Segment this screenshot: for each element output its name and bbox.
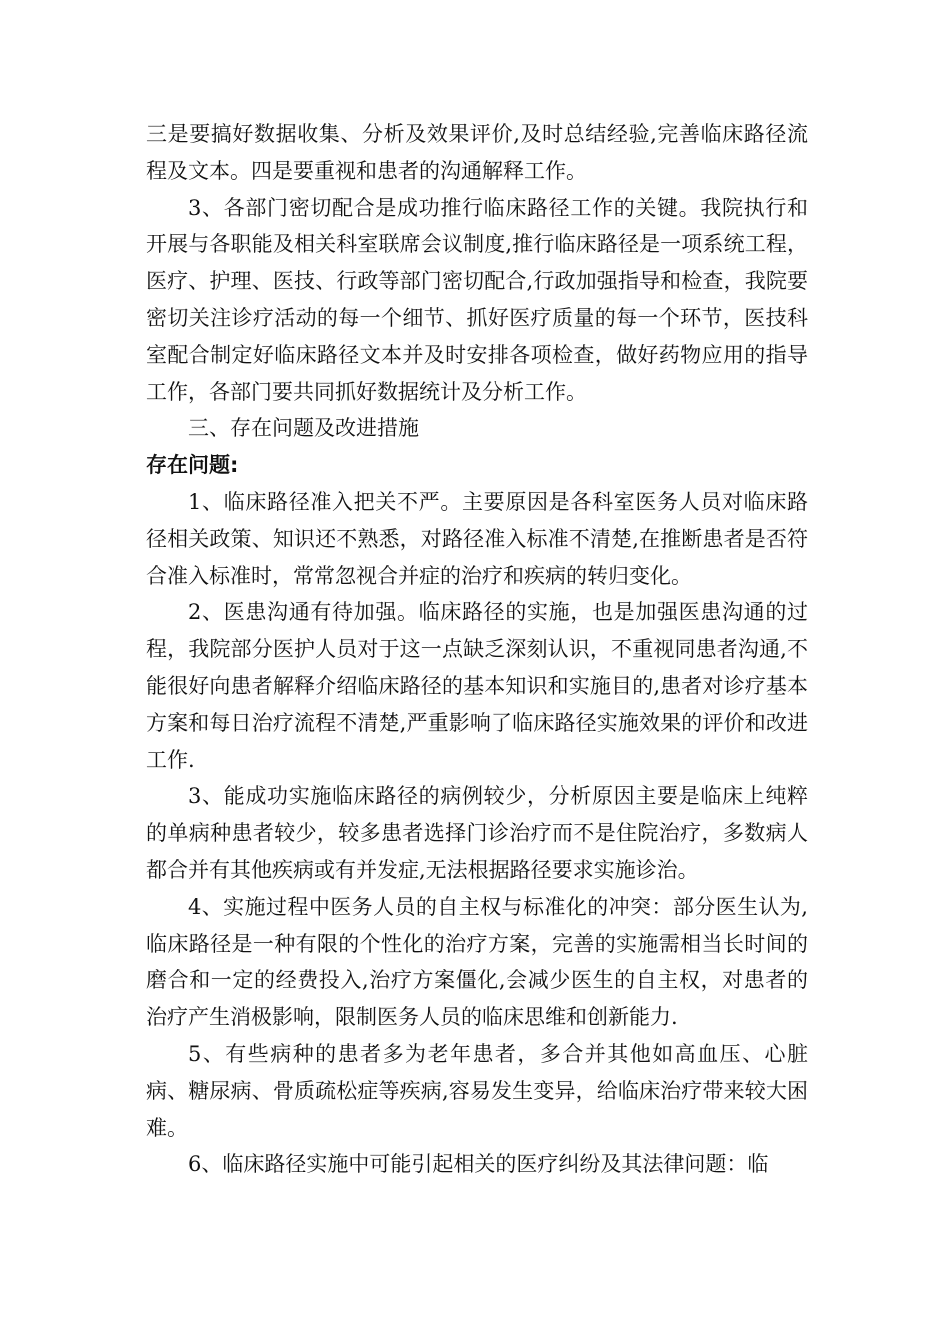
problems-heading: 存在问题: <box>146 453 239 478</box>
section-heading: 三、存在问题及改进措施 <box>188 416 419 441</box>
document-page <box>146 116 808 1183</box>
paragraph-cooperation: 3、各部门密切配合是成功推行临床路径工作的关键。我院执行和开展与各职能及相关科室联席会议制度,推行临床路径是一项系统工程，医疗、护理、医技、行政等部门密切配合,行政加强指导和检查，我院要密切关注诊疗活动的每一个细节、抓好医疗质量的每一个环节，医技科室配合制定好临床路径文本并及时安排各项检查，做好药物应用的指导工作，各部门要共同抓好数据统计及分析工作。 <box>146 195 808 404</box>
problem-item-6: 6、临床路径实施中可能引起相关的医疗纠纷及其法律问题：临 <box>188 1152 769 1177</box>
paragraph-continuation: 三是要搞好数据收集、分析及效果评价,及时总结经验,完善临床路径流程及文本。四是要重视和患者的沟通解释工作。 <box>146 122 808 183</box>
problem-item-4: 4、实施过程中医务人员的自主权与标准化的冲突：部分医生认为,临床路径是一种有限的个性化的治疗方案，完善的实施需相当长时间的磨合和一定的经费投入,治疗方案僵化,会减少医生的自主权，对患者的治疗产生消极影响，限制医务人员的临床思维和创新能力. <box>146 894 808 1030</box>
problem-item-5: 5、有些病种的患者多为老年患者，多合并其他如高血压、心脏病、糖尿病、骨质疏松症等疾病,容易发生变异，给临床治疗带来较大困难。 <box>146 1041 808 1140</box>
problem-item-2: 2、医患沟通有待加强。临床路径的实施，也是加强医患沟通的过程，我院部分医护人员对于这一点缺乏深刻认识，不重视同患者沟通,不能很好向患者解释介绍临床路径的基本知识和实施目的,患者对诊疗基本方案和每日治疗流程不清楚,严重影响了临床路径实施效果的评价和改进工作. <box>146 600 808 772</box>
problem-item-1: 1、临床路径准入把关不严。主要原因是各科室医务人员对临床路径相关政策、知识还不熟悉，对路径准入标准不清楚,在推断患者是否符合准入标准时，常常忽视合并症的治疗和疾病的转归变化。 <box>146 489 808 588</box>
problem-item-3: 3、能成功实施临床路径的病例较少，分析原因主要是临床上纯粹的单病种患者较少，较多患者选择门诊治疗而不是住院治疗，多数病人都合并有其他疾病或有并发症,无法根据路径要求实施诊治。 <box>146 784 808 882</box>
